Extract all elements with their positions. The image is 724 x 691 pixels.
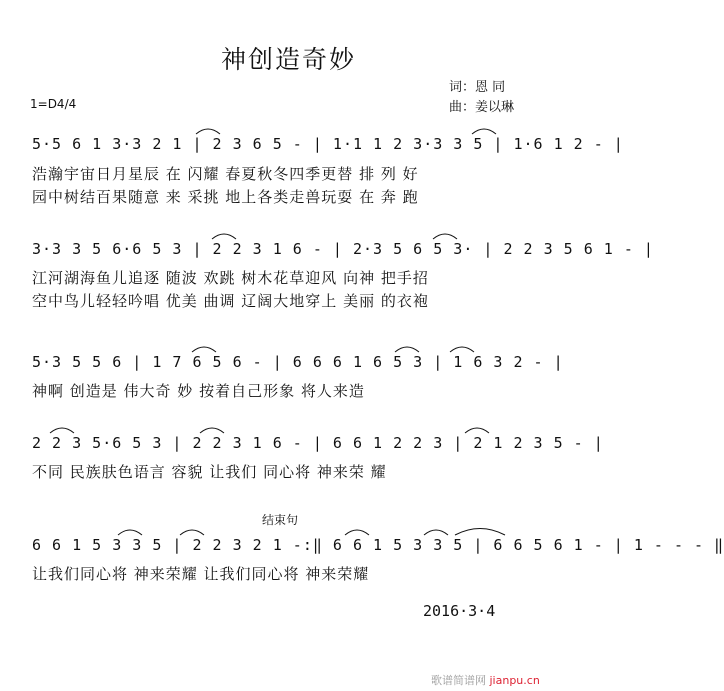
slur-mark [424, 530, 448, 535]
slur-mark [192, 347, 216, 352]
slur-mark [472, 129, 496, 134]
lyric-line-5: 让我们同心将 神来荣耀 让我们同心将 神来荣耀 [32, 565, 370, 583]
composer-credit: 曲：姜以琳 [449, 100, 515, 115]
ending-phrase-marker: 结束句 [262, 513, 299, 527]
slur-mark [433, 234, 457, 239]
slur-mark [118, 530, 142, 535]
lyric-line-1-verse-2: 园中树结百果随意 来 采挑 地上各类走兽玩耍 在 奔 跑 [32, 188, 419, 206]
watermark-url: jianpu.cn [489, 674, 540, 687]
notation-line-5: 6 6 1 5 3 3 5 | 2 2 3 2 1 -:‖ 6 6 1 5 3 3 5 | 6 6 5 6 1 - | 1 - - - ‖ [32, 536, 724, 554]
slur-mark [196, 129, 220, 134]
watermark-prefix: 歌谱简谱网 [431, 674, 490, 687]
key-signature: 1=D4/4 [30, 97, 77, 111]
slur-mark [465, 428, 489, 433]
lyric-line-2-verse-1: 江河湖海鱼儿追逐 随波 欢跳 树木花草迎风 向神 把手招 [32, 269, 429, 287]
notation-line-2: 3·3 3 5 6·6 5 3 | 2 2 3 1 6 - | 2·3 5 6 5 3· | 2 2 3 5 6 1 - | [32, 240, 654, 258]
notation-line-1: 5·5 6 1 3·3 2 1 | 2 3 6 5 - | 1·1 1 2 3·3 3 5 | 1·6 1 2 - | [32, 135, 624, 153]
notation-line-4: 2 2 3 5·6 5 3 | 2 2 3 1 6 - | 6 6 1 2 2 3 | 2 1 2 3 5 - | [32, 434, 604, 452]
slur-mark [455, 529, 505, 536]
slur-mark [212, 234, 236, 239]
song-title: 神创造奇妙 [220, 45, 356, 74]
notation-line-3: 5·3 5 5 6 | 1 7 6 5 6 - | 6 6 6 1 6 5 3 | 1 6 3 2 - | [32, 353, 564, 371]
lyric-line-1-verse-1: 浩瀚宇宙日月星辰 在 闪耀 春夏秋冬四季更替 排 列 好 [32, 165, 419, 183]
slur-mark [345, 530, 369, 535]
slur-mark [395, 347, 419, 352]
slur-mark [180, 530, 204, 535]
lyric-line-3: 神啊 创造是 伟大奇 妙 按着自己形象 将人来造 [32, 382, 365, 400]
slur-mark [50, 428, 74, 433]
composition-date: 2016·3·4 [423, 602, 496, 620]
lyric-line-4: 不同 民族肤色语言 容貌 让我们 同心将 神来荣 耀 [32, 463, 387, 481]
lyric-line-2-verse-2: 空中鸟儿轻轻吟唱 优美 曲调 辽阔大地穿上 美丽 的衣袍 [32, 292, 429, 310]
lyricist-credit: 词：恩 同 [449, 80, 506, 95]
slur-mark [200, 428, 224, 433]
slur-mark [450, 347, 474, 352]
